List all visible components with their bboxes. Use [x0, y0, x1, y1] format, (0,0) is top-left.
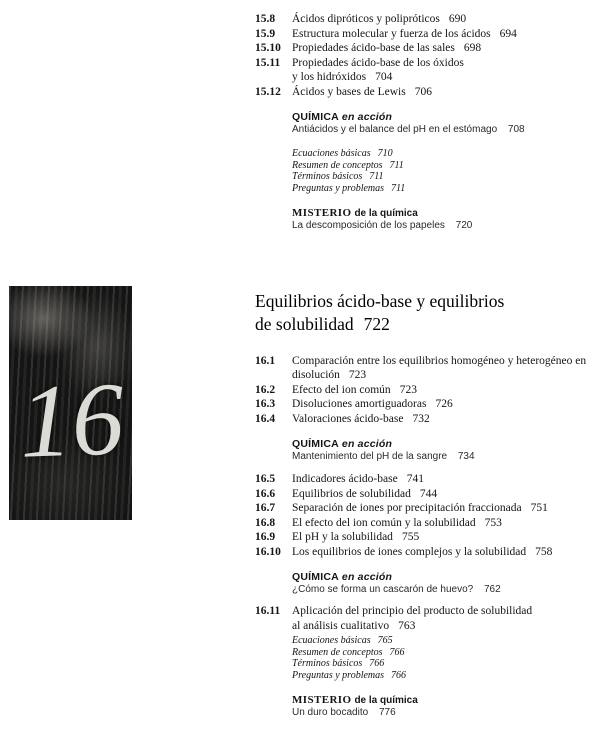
entry-page: 706: [414, 85, 432, 98]
entry-title: El pH y la solubilidad: [292, 531, 393, 544]
toc-entry-row: [255, 41, 597, 56]
endmatter-text: Preguntas y problemas: [292, 669, 385, 681]
entry-page: 744: [419, 487, 438, 500]
entry-title: Disoluciones amortiguadoras: [292, 398, 427, 411]
entry-title: Ácidos y bases de Lewis: [292, 85, 406, 98]
quimica-en-accion-block: [292, 571, 597, 597]
entry-page: 741: [406, 473, 424, 486]
toc-entry-row: [255, 530, 597, 545]
entry-page: 723: [399, 383, 417, 396]
endmatter-text: Términos básicos: [292, 171, 363, 183]
chapter-title-line1: Equilibrios ácido-base y equilibrios: [255, 290, 505, 311]
quimica-caption-page: 762: [484, 583, 501, 595]
entry-page: 755: [401, 531, 420, 544]
toc-content: [255, 12, 597, 720]
toc-entry-row: [255, 85, 597, 100]
entry-number: 15.10: [255, 42, 281, 55]
chapter-15-endmatter: [292, 148, 597, 194]
endmatter-row: [292, 670, 597, 682]
entry-title: El efecto del ion común y la solubilidad: [292, 516, 476, 529]
misterio-label-rest: de la química: [354, 208, 418, 220]
misterio-label: [292, 692, 597, 707]
entry-page: 690: [448, 13, 467, 25]
misterio-caption: [292, 220, 597, 233]
toc-entry-row: [255, 545, 597, 560]
quimica-caption-text: Mantenimiento del pH de la sangre: [292, 450, 448, 462]
entry-number: 16.11: [255, 605, 281, 618]
quimica-en-accion-block: [292, 438, 597, 464]
toc-entry-row: [255, 12, 597, 27]
misterio-block: [292, 205, 597, 233]
quimica-label-italic: en acción: [341, 110, 393, 123]
misterio-caption: [292, 707, 597, 720]
entry-page: 732: [412, 412, 430, 425]
misterio-label-rest: de la química: [354, 695, 418, 707]
entry-page: 694: [499, 27, 517, 40]
entry-title: Separación de iones por precipitación fraccionada: [292, 502, 522, 515]
endmatter-text: Ecuaciones básicas: [292, 148, 371, 160]
toc-entry-row: [255, 27, 597, 42]
endmatter-row: [292, 658, 597, 670]
entry-number: 16.9: [255, 531, 276, 544]
toc-entry-continuation-row: [255, 70, 597, 85]
entry-title: al análisis cualitativo: [292, 619, 390, 632]
endmatter-page: 711: [391, 182, 406, 194]
quimica-caption: [292, 451, 597, 464]
quimica-label-italic: en acción: [341, 437, 393, 450]
endmatter-row: [292, 635, 597, 647]
chapter-16-toc: [255, 290, 597, 720]
entry-page: 763: [398, 619, 416, 632]
toc-entry-row: [255, 354, 597, 369]
chapter-title-page: 722: [363, 313, 390, 334]
quimica-caption-page: 734: [457, 450, 475, 462]
quimica-caption-text: Antiácidos y el balance del pH en el estómago: [292, 123, 498, 135]
entry-number: 16.1: [255, 354, 276, 367]
entry-number: 15.12: [255, 85, 281, 98]
quimica-en-accion-label: [292, 571, 597, 584]
misterio-caption-page: 776: [378, 707, 396, 719]
endmatter-text: Resumen de conceptos: [292, 159, 383, 171]
quimica-caption-page: 708: [507, 123, 525, 135]
chapter-16-photo: [9, 286, 132, 520]
toc-entry-row: [255, 383, 597, 398]
chapter-16-title: [255, 290, 597, 336]
chapter-16-rows-b: [255, 472, 597, 560]
entry-title: Efecto del ion común: [292, 383, 391, 396]
endmatter-page: 711: [369, 171, 384, 183]
entry-page: 758: [535, 546, 553, 558]
misterio-label-main: MISTERIO: [292, 207, 352, 220]
quimica-en-accion-label: [292, 438, 597, 451]
endmatter-row: [292, 160, 597, 172]
endmatter-row: [292, 171, 597, 183]
entry-title: Comparación entre los equilibrios homogéneo y heterogéneo en: [292, 354, 587, 367]
quimica-label-main: QUÍMICA: [292, 570, 339, 583]
entry-title: Valoraciones ácido-base: [292, 412, 404, 425]
misterio-block: [292, 692, 597, 720]
toc-entry-row: [255, 56, 597, 71]
endmatter-page: 711: [389, 159, 404, 171]
entry-page: 751: [530, 502, 548, 515]
endmatter-page: 766: [389, 646, 405, 658]
toc-entry-continuation-row: [255, 619, 597, 634]
endmatter-row: [292, 183, 597, 195]
entry-number: 16.8: [255, 516, 276, 529]
entry-number: 16.5: [255, 473, 276, 486]
quimica-label-main: QUÍMICA: [292, 437, 339, 450]
entry-page: 704: [375, 71, 393, 84]
entry-title: Propiedades ácido-base de las sales: [292, 42, 455, 55]
entry-title: Ácidos dipróticos y polipróticos: [292, 13, 440, 25]
endmatter-text: Ecuaciones básicas: [292, 635, 371, 647]
entry-page: 753: [484, 516, 502, 529]
misterio-caption-page: 720: [455, 220, 473, 232]
entry-title: disolución: [292, 369, 340, 382]
entry-number: 16.7: [255, 502, 276, 515]
endmatter-text: Resumen de conceptos: [292, 646, 383, 658]
quimica-caption: [292, 124, 597, 137]
entry-title: Equilibrios de solubilidad: [292, 487, 411, 500]
misterio-label: [292, 205, 597, 220]
toc-entry-continuation-row: [255, 368, 597, 383]
misterio-label-main: MISTERIO: [292, 694, 352, 707]
toc-entry-row: [255, 472, 597, 487]
chapter-16-numeral: 16: [17, 361, 126, 480]
entry-number: 16.6: [255, 487, 276, 500]
toc-entry-row: [255, 397, 597, 412]
chapter-16-rows-c: [255, 604, 597, 633]
entry-title: Propiedades ácido-base de los óxidos: [292, 56, 464, 69]
endmatter-page: 765: [377, 635, 393, 647]
quimica-caption-text: ¿Cómo se forma un cascarón de huevo?: [292, 583, 474, 595]
entry-page: 698: [463, 42, 482, 55]
entry-number: 16.2: [255, 383, 276, 396]
endmatter-page: 766: [369, 658, 385, 670]
entry-title: Los equilibrios de iones complejos y la solubilidad: [292, 546, 527, 558]
entry-number: 15.9: [255, 27, 276, 40]
entry-number: 16.3: [255, 398, 276, 411]
quimica-en-accion-block: [292, 111, 597, 137]
quimica-caption: [292, 584, 597, 597]
endmatter-row: [292, 148, 597, 160]
toc-entry-row: [255, 412, 597, 427]
chapter-16-endmatter: [292, 635, 597, 681]
entry-number: 16.10: [255, 546, 281, 558]
toc-entry-row: [255, 487, 597, 502]
quimica-en-accion-label: [292, 111, 597, 124]
entry-page: 726: [435, 398, 453, 411]
entry-number: 15.8: [255, 13, 276, 25]
endmatter-page: 710: [377, 148, 393, 160]
entry-title: Indicadores ácido-base: [292, 473, 398, 486]
entry-title: y los hidróxidos: [292, 71, 367, 84]
chapter-15-toc: [255, 12, 597, 233]
endmatter-text: Preguntas y problemas: [292, 182, 385, 194]
endmatter-text: Términos básicos: [292, 658, 363, 670]
entry-number: 15.11: [255, 56, 281, 69]
quimica-label-italic: en acción: [341, 570, 393, 583]
endmatter-page: 766: [391, 669, 407, 681]
chapter-title-line2: de solubilidad 722: [255, 313, 390, 334]
misterio-caption-text: La descomposición de los papeles: [292, 220, 445, 232]
endmatter-row: [292, 647, 597, 659]
entry-title: Aplicación del principio del producto de solubilidad: [292, 605, 533, 618]
toc-entry-row: [255, 516, 597, 531]
entry-page: 723: [348, 369, 367, 382]
toc-entry-row: [255, 604, 597, 619]
toc-entry-row: [255, 501, 597, 516]
quimica-label-main: QUÍMICA: [292, 110, 339, 123]
entry-title: Estructura molecular y fuerza de los ácidos: [292, 27, 491, 40]
misterio-caption-text: Un duro bocadito: [292, 707, 369, 719]
entry-number: 16.4: [255, 412, 276, 425]
